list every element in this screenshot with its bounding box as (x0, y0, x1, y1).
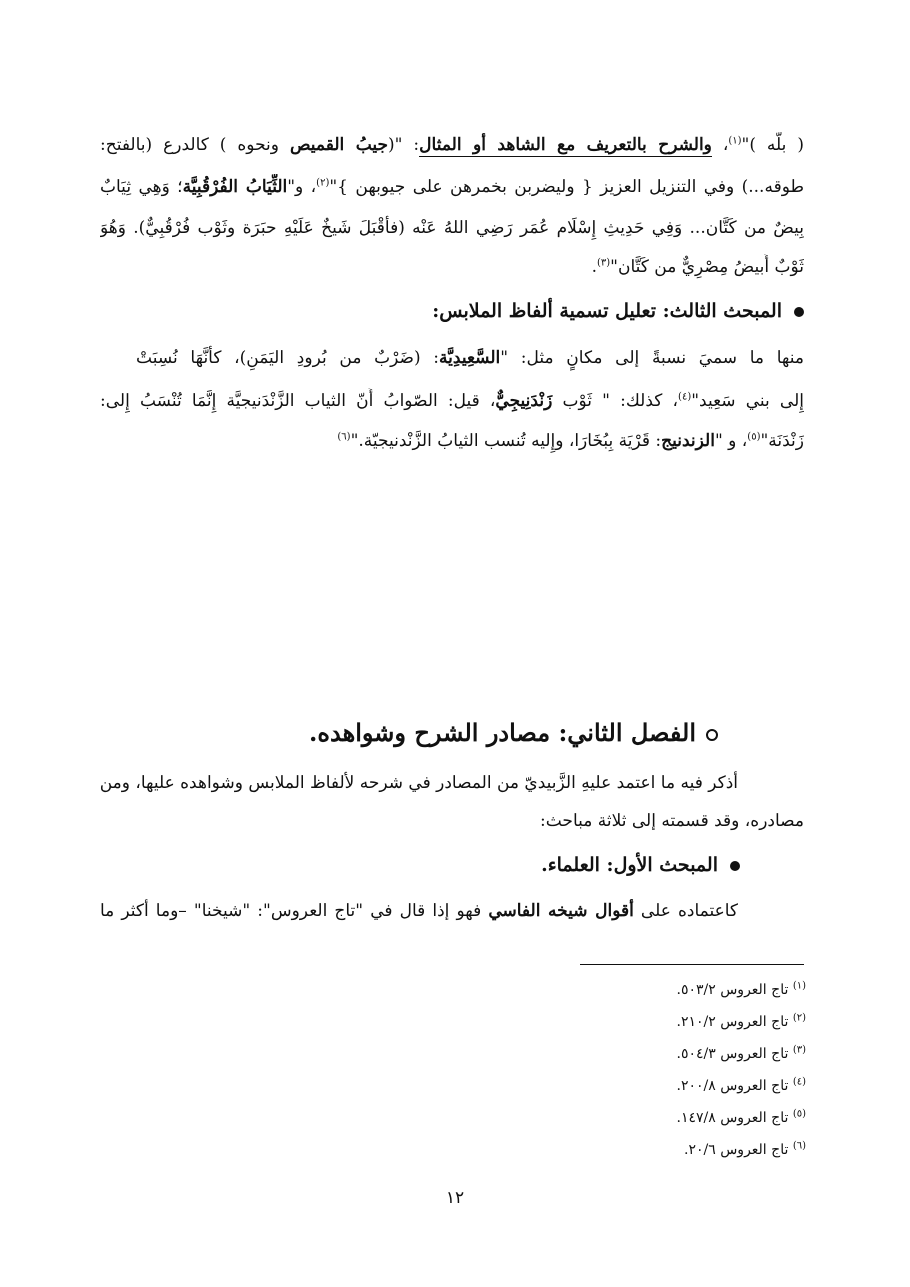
bullet-icon (794, 307, 804, 317)
footnote-2: $^{(٢)}$ تاج العروس ٢١٠/٢. (676, 1012, 806, 1030)
footnote-6: $^{(٦)}$ تاج العروس ٢٠/٦. (684, 1140, 806, 1158)
chapter-heading: الفصل الثاني: مصادر الشرح وشواهده. (309, 716, 718, 750)
paragraph1-line3: بِيضٌ من كَتَّان... وَفِي حَدِيثِ إِسْلَام عُمَر رَضِي اللهُ عَنْه (فأَقْبَلَ شَيخٌ عَلَيْهِ حبَرَة وثَوْب فُرْقُبِيٌّ). وَهُوَ (100, 218, 804, 238)
paragraph2-line1: منها ما سميَ نسبةً إلى مكانٍ مثل: "السَّعِيدِيَّة: (ضَرْبٌ من بُرودِ اليَمَنِ)، كأَنَّهَا نُسِبَتْ (136, 348, 804, 368)
paragraph1-line4: ثَوْبٌ أَبيضُ مِصْرِيٌّ من كَتَّان"$^{(٣)}$. (591, 257, 804, 277)
circle-bullet-icon (706, 729, 718, 741)
paragraph1-line1: ( بلّه )"$^{(١)}$، والشرح بالتعريف مع الشاهد أو المثال: "(جيبُ القميص ونحوه ) كالدرع (بالفتح: (100, 135, 804, 155)
paragraph1-line2: طوقه...) وفي التنزيل العزيز { وليضربن بخمرهن على جيوبهن }"$^{(٢)}$، و"الثِّيَابُ الفُرْقُبِيَّة؛ وَهِي ثِيَابٌ (100, 177, 804, 197)
paragraph3-line1: أذكر فيه ما اعتمد عليهِ الزَّبيديّ من المصادر في شرحه لألفاظ الملابس وشواهده عليها، ومن (100, 773, 738, 793)
section3-heading: المبحث الثالث: تعليل تسمية ألفاظ الملابس: (432, 296, 804, 326)
page-number: ١٢ (445, 1188, 465, 1208)
paragraph3-line2: مصادره، وقد قسمته إلى ثلاثة مباحث: (540, 811, 804, 831)
footnote-5: $^{(٥)}$ تاج العروس ١٤٧/٨. (676, 1108, 806, 1126)
section1-heading: المبحث الأول: العلماء. (541, 850, 740, 880)
emphasis-text: والشرح بالتعريف مع الشاهد أو المثال (419, 135, 712, 155)
footnote-3: $^{(٣)}$ تاج العروس ٥٠٤/٣. (676, 1044, 806, 1062)
paragraph2-line2: إِلى بني سَعِيد"$^{(٤)}$، كذلك: " ثَوْب زَنْدَنِيجِيٌّ، قيل: الصّوابُ أَنّ الثياب الزَّنْدَنيجيَّة إِنَّمَا تُنْسَبُ إِلى: (100, 391, 804, 411)
footnote-4: $^{(٤)}$ تاج العروس ٢٠٠/٨. (676, 1076, 806, 1094)
footnote-1: $^{(١)}$ تاج العروس ٥٠٣/٢. (676, 980, 806, 998)
paragraph4-line1: كاعتماده على أقوال شيخه الفاسي فهو إذا قال في "تاج العروس": "شيخنا" –وما أكثر ما (100, 901, 738, 921)
paragraph2-line3: زَنْدَنَة"$^{(٥)}$، و "الزندنيج: قَرْيَة بِبُخَارَا، وإِليه تُنسب الثيابُ الزَّنْدنيجيّة."$^{(٦)}$ (337, 431, 804, 451)
footnote-separator (580, 964, 804, 965)
bullet-icon (730, 861, 740, 871)
